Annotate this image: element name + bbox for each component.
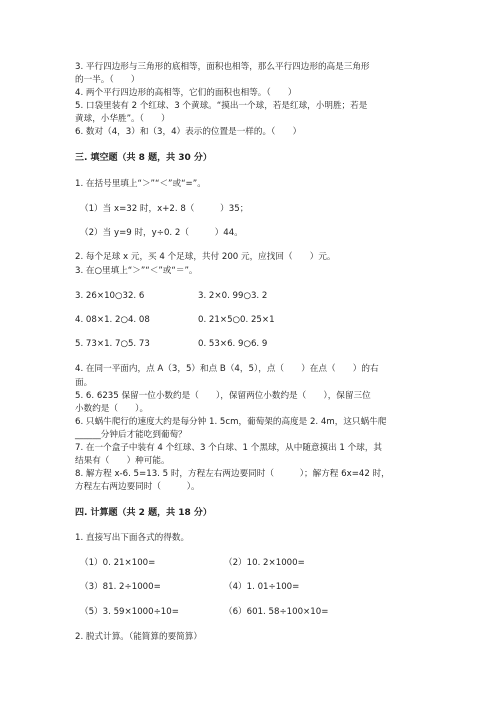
judge-q6: 6. 数对（4，3）和（3，4）表示的位置是一样的。（ ） <box>75 127 302 137</box>
fill-q1-sub2: （2）当 y=9 时，y÷0. 2（ ）44。 <box>80 228 243 238</box>
calc-q2: 2. 脱式计算。（能简算的要简算） <box>75 632 202 642</box>
section-heading-calc: 四. 计算题（共 2 题，共 18 分） <box>75 508 212 518</box>
judge-q4: 4. 两个平行四边形的高相等，它们的面积也相等。（ ） <box>75 88 297 98</box>
fill-q5-line2: 小数约是（ ）。 <box>75 404 149 414</box>
fill-q5-line1: 5. 6. 6235 保留一位小数约是（ ），保留两位小数约是（ ），保留三位 <box>75 391 371 401</box>
judge-q3-line2: 的一半。（ ） <box>75 75 140 85</box>
calc-item: （2）10. 2×1000= <box>224 558 305 568</box>
fill-q2: 2. 每个足球 x 元，买 4 个足球，共付 200 元，应找回（ ）元。 <box>75 252 336 262</box>
calc-q1: 1. 直接写出下面各式的得数。 <box>75 533 190 543</box>
fill-q1: 1. 在括号里填上“＞”“＜”或“=”。 <box>75 179 206 189</box>
fill-q7-line1: 7. 在一个盒子中装有 4 个红球、3 个白球、1 个黑球，从中随意摸出 1 个球，其 <box>75 443 383 453</box>
calc-item: （1）0. 21×100= <box>80 558 156 568</box>
fill-q6-line2: ______分钟后才能吃到葡萄？ <box>75 430 187 440</box>
compare-item: 5. 73×1. 7○5. 73 <box>75 339 150 349</box>
fill-q4-line1: 4. 在同一平面内，点 A（3，5）和点 B（4，5），点（ ）在点（ ）的右 <box>75 364 379 374</box>
compare-item: 3. 26×10○32. 6 <box>75 291 145 301</box>
fill-q7-line2: 结果有（ ）种可能。 <box>75 456 170 466</box>
fill-q4-line2: 面。 <box>75 378 93 388</box>
calc-item: （6）601. 58÷100×10= <box>224 607 329 617</box>
fill-q3: 3. 在○里填上“＞”“＜”或“＝”。 <box>75 266 198 276</box>
compare-item: 4. 08×1. 2○4. 08 <box>75 315 150 325</box>
calc-item: （3）81. 2÷1000= <box>80 582 161 592</box>
fill-q1-sub1: （1）当 x=32 时，x+2. 8（ ）35； <box>80 204 249 214</box>
compare-item: 0. 21×5○0. 25×1 <box>198 315 275 325</box>
section-heading-fill: 三. 填空题（共 8 题，共 30 分） <box>75 153 212 163</box>
calc-item: （4）1. 01÷100= <box>224 582 300 592</box>
compare-item: 0. 53×6. 9○6. 9 <box>198 339 268 349</box>
judge-q5-line1: 5. 口袋里装有 2 个红球、3 个黄球。“摸出一个球，若是红球，小明胜；若是 <box>75 101 368 111</box>
judge-q5-line2: 黄球，小华胜”。（ ） <box>75 114 170 124</box>
judge-q3-line1: 3. 平行四边形与三角形的底相等，面积也相等，那么平行四边形的高是三角形 <box>75 62 370 72</box>
fill-q8-line2: 方程左右两边要同时（ ）。 <box>75 482 200 492</box>
fill-q6-line1: 6. 只蜗牛爬行的速度大约是每分钟 1. 5cm，葡萄架的高度是 2. 4m，这只蜗牛爬 <box>75 417 387 427</box>
compare-item: 3. 2×0. 99○3. 2 <box>198 291 268 301</box>
fill-q8-line1: 8. 解方程 x-6. 5=13. 5 时，方程左右两边要同时（ ）；解方程 6x=42 时， <box>75 469 390 479</box>
calc-item: （5）3. 59×1000÷10= <box>80 607 179 617</box>
